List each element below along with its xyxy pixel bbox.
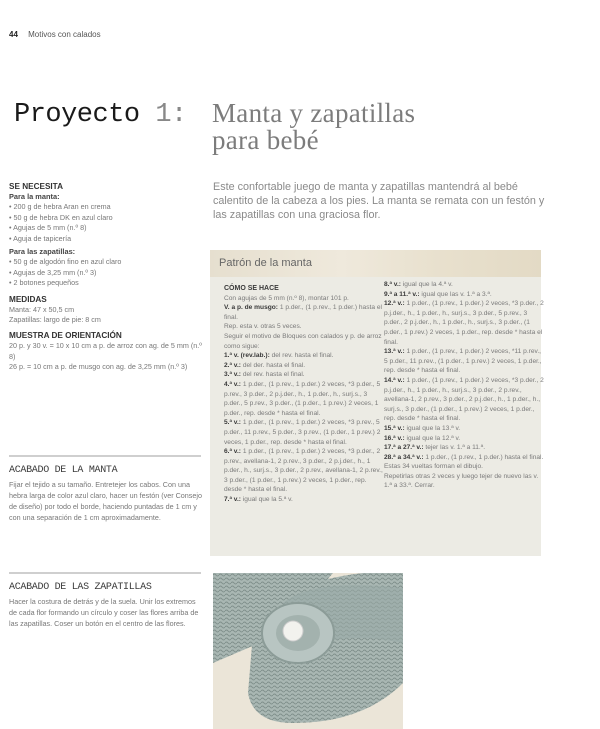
pattern-row: 28.ª a 34.ª v.: 1 p.der., (1 p.rev., 1 p.der.) hasta el final. <box>384 453 544 461</box>
measure-line: Manta: 47 x 50,5 cm <box>9 304 75 314</box>
intro-paragraph: Este confortable juego de manta y zapatillas mantendrá al bebé calentito de la cabeza a los pies. La manta se remata con un festón y las zapatillas con una graciosa flor. <box>213 181 545 221</box>
pattern-row: 5.ª v.: 1 p.der., (1 p.rev., 1 p.der.) 2 veces, *3 p.rev., 5 p.der., 11 p.rev., 5 p.der., 3 p.rev., (1 p.der., 1 p.rev.) 2 veces, 1 p.der., rep. desde * hasta el final. <box>224 419 381 446</box>
blanket-materials-heading: Para la manta: <box>9 192 60 201</box>
gauge-line: 26 p. = 10 cm a p. de musgo con ag. de 3,25 mm (n.º 3) <box>9 362 188 372</box>
page-title <box>212 100 592 154</box>
measure-line: Zapatillas: largo de pie: 8 cm <box>9 315 101 325</box>
project-number: 1: <box>155 100 187 130</box>
pattern-row: 15.ª v.: igual que la 13.ª v. <box>384 424 461 432</box>
pattern-column-2 <box>384 280 544 491</box>
gauge-heading: MUESTRA DE ORIENTACIÓN <box>9 331 122 341</box>
finish-blanket-section <box>9 466 204 523</box>
pattern-row: 14.ª v.: 1 p.der., (1 p.rev., 1 p.der.) 2 veces, *3 p.der., 2 p.j.der., h., 1 p.der., h., surj.s., 3 p.der., 2 p.rev., avellana-1, 2 p.rev., 3 p.der., 2 p.j.der., h., 1 p.der., h., surj.s., 3 p.der., (1 p.der., 1 p.rev.) 2 veces, 1 p.der., rep. desde * hasta el final. <box>384 376 544 423</box>
divider <box>9 455 201 457</box>
pattern-row: 7.ª v.: igual que la 5.ª v. <box>224 496 293 504</box>
pattern-rows-2 <box>384 280 544 491</box>
page-number: 44 <box>9 30 18 39</box>
pattern-heading: CÓMO SE HACE <box>224 285 279 292</box>
pattern-row: Seguir el motivo de Bloques con calados y p. de arroz como sigue: <box>224 332 382 350</box>
pattern-row: 4.ª v.: 1 p.der., (1 p.rev., 1 p.der.) 2 veces, *3 p.der., 5 p.rev., 3 p.der., 2 p.j.der., h., 1 p.der., h., surj.s., 3 p.der., 5 p.rev., 3 p.der., (1 p.der., 1 p.rev.) 2 veces, 1 p.der., rep. desde * hasta el final. <box>224 380 381 417</box>
slippers-materials-list <box>9 257 204 288</box>
measures-heading: MEDIDAS <box>9 294 47 304</box>
pattern-row: 9.ª a 11.ª v.: igual que las v. 1.ª a 3.ª. <box>384 290 492 298</box>
list-item: • 2 botones pequeños <box>9 278 204 288</box>
list-item: • Aguja de tapicería <box>9 234 204 244</box>
pattern-rows-1 <box>224 294 384 505</box>
title-line-2: para bebé <box>212 125 319 155</box>
pattern-title: Patrón de la manta <box>210 250 541 277</box>
section-title: Motivos con calados <box>28 30 101 39</box>
finish-slippers-heading: ACABADO DE LAS ZAPATILLAS <box>9 582 152 593</box>
divider <box>9 572 201 574</box>
materials-section <box>9 176 204 373</box>
title-line-1: Manta y zapatillas <box>212 98 416 128</box>
list-item: • 200 g de hebra Aran en crema <box>9 202 204 212</box>
slippers-photo <box>213 573 403 729</box>
pattern-row: 12.ª v.: 1 p.der., (1 p.rev., 1 p.der.) 2 veces, *3 p.der., 2 p.j.der., h., 1 p.der., h., surj.s., 3 p.der., 5 p.rev., 3 p.der., 2 p.j.der., h., 1 p.der., h., surj.s., 3 p.der., (1 p.der., 1 p.rev.) 2 veces, 1 p.der., rep. desde * hasta el final. <box>384 300 544 346</box>
pattern-row: Rep. esta v. otras 5 veces. <box>224 323 302 331</box>
pattern-row: Estas 34 vueltas forman el dibujo. <box>384 463 483 471</box>
list-item: • Agujas de 5 mm (n.º 8) <box>9 223 204 233</box>
pattern-row: 16.ª v.: igual que la 12.ª v. <box>384 434 461 442</box>
list-item: • 50 g de algodón fino en azul claro <box>9 257 204 267</box>
pattern-row: 3.ª v.: del rev. hasta el final. <box>224 371 305 379</box>
pattern-row: Repetirlas otras 2 veces y luego tejer de nuevo las v. 1.ª a 33.ª. Cerrar. <box>384 472 539 490</box>
pattern-column-1 <box>224 284 384 505</box>
pattern-row: V. a p. de musgo: 1 p.der., (1 p.rev., 1 p.der.) hasta el final. <box>224 304 382 321</box>
page-header <box>9 30 101 39</box>
list-item: • 50 g de hebra DK en azul claro <box>9 213 204 223</box>
finish-slippers-section <box>9 583 204 629</box>
pattern-row: 13.ª v.: 1 p.der., (1 p.rev., 1 p.der.) 2 veces, *11 p.rev., 5 p.der., 11 p.rev., (1 p.der., 1 p.rev.) 2 veces, 1 p.der., rep. desde * hasta el final. <box>384 348 542 375</box>
slippers-materials-heading: Para las zapatillas: <box>9 247 76 257</box>
pattern-row: 6.ª v.: 1 p.der., (1 p.rev., 1 p.der.) 2 veces, *3 p.der., 2 p.rev., avellana-1, 2 p.rev., 3 p.der., 2 p.j.der., h., 1 p.der., h., surj.s., 3 p.der., 2 p.rev., avellana-1, 2 p.rev., 3 p.der., (1 p.der., 1 p.rev.) 2 veces, 1 p.der., rep. desde * hasta el final. <box>224 448 383 494</box>
gauge-line: 20 p. y 30 v. = 10 x 10 cm a p. de arroz con ag. de 5 mm (n.º 8) <box>9 341 202 361</box>
project-label <box>14 100 187 130</box>
list-item: • Agujas de 3,25 mm (n.º 3) <box>9 268 204 278</box>
pattern-panel <box>210 250 544 556</box>
materials-heading: SE NECESITA <box>9 182 63 191</box>
finish-blanket-text: Fijar el tejido a su tamaño. Entretejer los cabos. Con una hebra larga de color azul claro, hacer un festón (ver Consejo de diseño) por todo el borde, haciendo puntadas de 1 cm y con una separación de 1 cm aproximadamente. <box>9 480 202 523</box>
pattern-row: 1.ª v. (rev.lab.): del rev. hasta el final. <box>224 352 334 360</box>
pattern-row: 8.ª v.: igual que la 4.ª v. <box>384 281 453 288</box>
project-word: Proyecto <box>14 100 140 130</box>
finish-slippers-text: Hacer la costura de detrás y de la suela. Unir los extremos de cada flor formando un círculo y coser las flores arriba de las zapatillas. Coser un botón en el centro de las flores. <box>9 597 199 629</box>
knitted-slippers-image <box>213 573 403 729</box>
pattern-row: 17.ª a 27.ª v.: tejer las v. 1.ª a 11.ª. <box>384 444 486 452</box>
pattern-row: 2.ª v.: del der. hasta el final. <box>224 361 306 369</box>
blanket-materials-list <box>9 202 204 244</box>
finish-blanket-heading: ACABADO DE LA MANTA <box>9 465 118 476</box>
pattern-row: Con agujas de 5 mm (n.º 8), montar 101 p. <box>224 294 349 302</box>
